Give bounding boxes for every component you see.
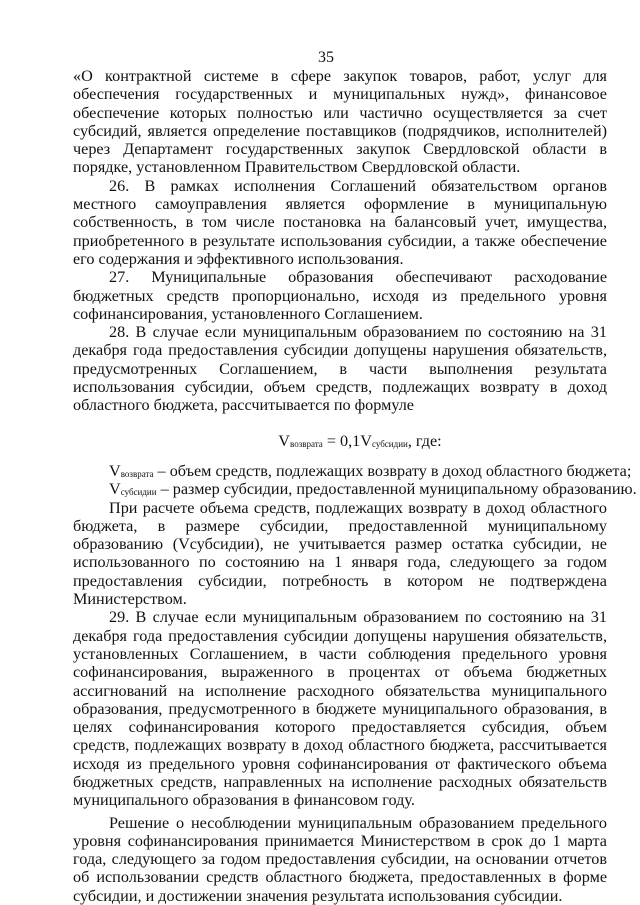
paragraph-28: 28. В случае если муниципальным образованием по состоянию на 31 декабря года предоставления субсидии допущены нарушения обязательств, предусмотренных Соглашением, в части выполнения результата использования субсидии, объем средств, подлежащих возврату в доход областного бюджета, рассчитывается по формуле — [73, 323, 607, 415]
formula-lhs-subscript: возврата — [290, 438, 323, 449]
definition-v-subsidii — [73, 480, 637, 499]
definition-text: – объем средств, подлежащих возврату в доход областного бюджета; — [153, 461, 632, 480]
definition-subscript: возврата — [120, 468, 154, 479]
definition-v-vozvrata — [73, 461, 632, 480]
paragraph-decision: Решение о несоблюдении муниципальным образованием предельного уровня софинансирования принимается Министерством в срок до 1 марта года, следующего за годом предоставления субсидии, на основании отчетов об использовании средств областного бюджета, предоставленных в форме субсидии, и достижении значения результата использования субсидии. — [73, 813, 607, 905]
paragraph-calculation: При расчете объема средств, подлежащих возврату в доход областного бюджета, в размере субсидии, предоставленной муниципальному образованию (Vсубсидии), не учитывается размер остатка субсидии, не использованного по состоянию на 1 января года, следующего за годом предоставления субсидии, потребность в котором не подтверждена Министерством. — [73, 498, 607, 609]
formula-rhs-subscript: субсидии — [371, 438, 408, 449]
paragraph-intro: «О контрактной системе в сфере закупок товаров, работ, услуг для обеспечения государственных и муниципальных нужд», финансовое обеспечение которых полностью или частично осуществляется за счет субсидий, является определение поставщиков (подрядчиков, исполнителей) через Департамент государственных закупок Свердловской области в порядке, установленном Правительством Свердловской области. — [73, 67, 607, 177]
formula-lhs-symbol: V — [278, 431, 290, 450]
formula-operator: = 0,1 — [322, 431, 361, 450]
formula-tail: , где: — [407, 431, 442, 450]
definition-symbol: V — [109, 461, 121, 480]
definition-text: – размер субсидии, предоставленной муниципальному образованию. — [156, 480, 637, 499]
document-body — [73, 67, 637, 905]
definition-symbol: V — [109, 480, 121, 499]
paragraph-27: 27. Муниципальные образования обеспечивают расходование бюджетных средств пропорционально, исходя из предельного уровня софинансирования, установленного Соглашением. — [73, 268, 607, 323]
definition-subscript: субсидии — [120, 487, 157, 498]
paragraph-26: 26. В рамках исполнения Соглашений обязательством органов местного самоуправления является оформление в муниципальную собственность, в том числе постановка на балансовый учет, имущества, приобретенного в результате использования субсидии, а также обеспечение его содержания и эффективного использования. — [73, 176, 607, 268]
page-number: 35 — [318, 49, 334, 66]
formula-rhs-symbol: V — [360, 431, 372, 450]
formula — [73, 432, 607, 450]
paragraph-29: 29. В случае если муниципальным образованием по состоянию на 31 декабря года предоставления субсидии допущены нарушения обязательств, установленных Соглашением, в части соблюдения предельного уровня софинансирования, выраженного в процентах от объема бюджетных ассигнований на исполнение расходного обязательства муниципального образования, предусмотренного в бюджете муниципального образования, в целях софинансирования которого предоставляется субсидия, объем средств, подлежащих возврату в доход областного бюджета, рассчитывается исходя из предельного уровня софинансирования от фактического объема бюджетных средств, направленных на исполнение расходных обязательств муниципального образования в финансовом году. — [73, 608, 607, 810]
